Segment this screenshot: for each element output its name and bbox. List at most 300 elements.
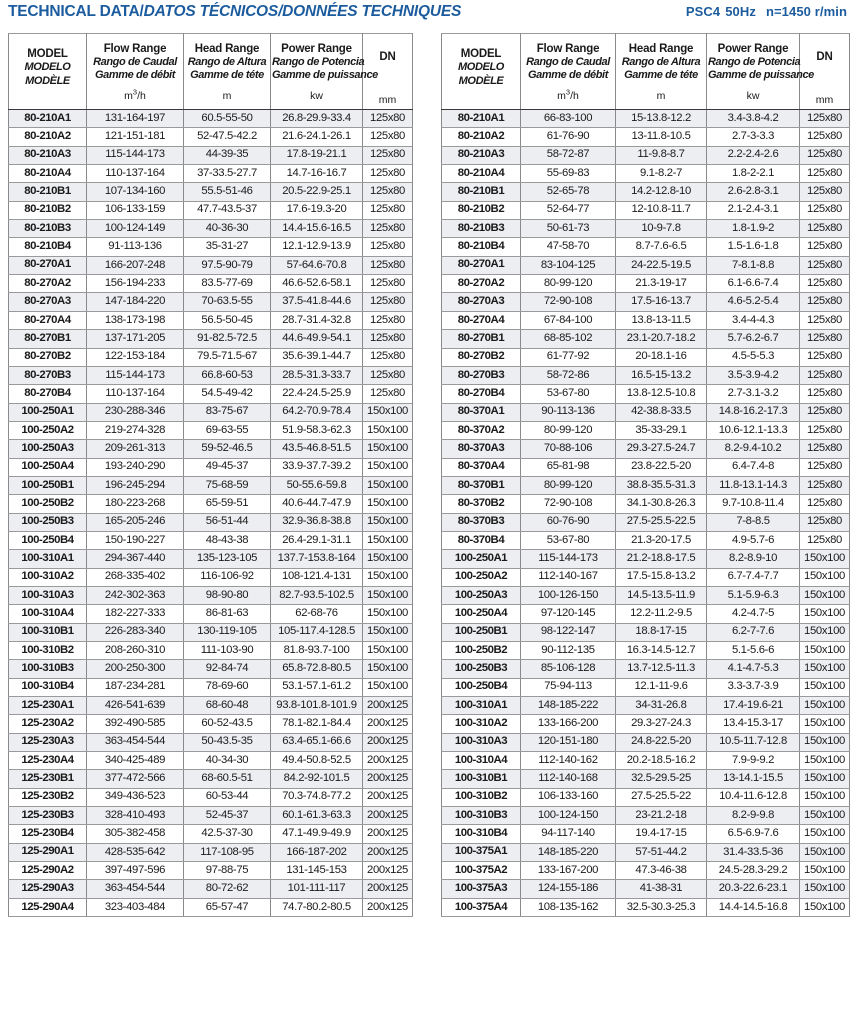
table-row (9, 586, 413, 604)
cell-head-range: 19.4-17-15 (616, 825, 707, 843)
page-title-en: TECHNICAL DATA (8, 3, 140, 20)
cell-head-range: 38.8-35.5-31.3 (616, 476, 707, 494)
cell-power-range: 2.7-3.1-3.2 (707, 385, 800, 403)
cell-flow-range: 349-436-523 (87, 788, 184, 806)
cell-flow-range: 363-454-544 (87, 880, 184, 898)
cell-flow-range: 219-274-328 (87, 421, 184, 439)
cell-model: 100-310A4 (9, 605, 87, 623)
col-header-power: Power Range Rango de Potencia Gamme de puissance kw (707, 34, 800, 110)
cell-dn: 125x80 (800, 293, 850, 311)
cell-flow-range: 226-283-340 (87, 623, 184, 641)
cell-head-range: 35-31-27 (184, 238, 271, 256)
cell-power-range: 31.4-33.5-36 (707, 843, 800, 861)
cell-flow-range: 58-72-86 (521, 366, 616, 384)
cell-dn: 125x80 (800, 110, 850, 128)
table-row (9, 385, 413, 403)
cell-power-range: 3.4-3.8-4.2 (707, 110, 800, 128)
cell-head-range: 70-63.5-55 (184, 293, 271, 311)
cell-power-range: 137.7-153.8-164 (271, 550, 363, 568)
table-row (442, 220, 850, 238)
cell-flow-range: 137-171-205 (87, 330, 184, 348)
cell-dn: 125x80 (363, 366, 413, 384)
cell-flow-range: 80-99-120 (521, 275, 616, 293)
cell-power-range: 35.6-39.1-44.7 (271, 348, 363, 366)
cell-flow-range: 100-124-149 (87, 220, 184, 238)
cell-flow-range: 426-541-639 (87, 697, 184, 715)
table-row (9, 880, 413, 898)
cell-dn: 125x80 (800, 165, 850, 183)
cell-dn: 150x100 (363, 440, 413, 458)
col-header-head: Head Range Rango de Altura Gamme de téte m (616, 34, 707, 110)
cell-flow-range: 193-240-290 (87, 458, 184, 476)
cell-power-range: 32.9-36.8-38.8 (271, 513, 363, 531)
cell-flow-range: 397-497-596 (87, 862, 184, 880)
cell-power-range: 6.1-6.6-7.4 (707, 275, 800, 293)
cell-head-range: 21.2-18.8-17.5 (616, 550, 707, 568)
cell-head-range: 117-108-95 (184, 843, 271, 861)
cell-head-range: 23.8-22.5-20 (616, 458, 707, 476)
cell-power-range: 70.3-74.8-77.2 (271, 788, 363, 806)
cell-dn: 150x100 (363, 568, 413, 586)
table-row (442, 385, 850, 403)
cell-flow-range: 67-84-100 (521, 311, 616, 329)
table-row (442, 256, 850, 274)
cell-flow-range: 108-135-162 (521, 898, 616, 916)
table-row (9, 348, 413, 366)
cell-flow-range: 52-64-77 (521, 201, 616, 219)
table-row (9, 733, 413, 751)
cell-head-range: 24-22.5-19.5 (616, 256, 707, 274)
cell-model: 100-310B4 (442, 825, 521, 843)
page-title-fr: DONNÉES TECHNIQUES (282, 3, 462, 20)
table-head-left (9, 34, 413, 110)
cell-model: 80-210B2 (442, 201, 521, 219)
cell-head-range: 20-18.1-16 (616, 348, 707, 366)
cell-power-range: 28.5-31.3-33.7 (271, 366, 363, 384)
cell-head-range: 35-33-29.1 (616, 421, 707, 439)
cell-power-range: 131-145-153 (271, 862, 363, 880)
cell-head-range: 83.5-77-69 (184, 275, 271, 293)
cell-flow-range: 100-124-150 (521, 807, 616, 825)
cell-flow-range: 328-410-493 (87, 807, 184, 825)
table-row (442, 660, 850, 678)
cell-head-range: 83-75-67 (184, 403, 271, 421)
cell-model: 100-375A3 (442, 880, 521, 898)
cell-flow-range: 305-382-458 (87, 825, 184, 843)
table-row (442, 348, 850, 366)
cell-dn: 150x100 (800, 678, 850, 696)
table-row (9, 862, 413, 880)
cell-flow-range: 112-140-168 (521, 770, 616, 788)
cell-power-range: 93.8-101.8-101.9 (271, 697, 363, 715)
table-row (9, 825, 413, 843)
cell-model: 80-370A3 (442, 440, 521, 458)
cell-head-range: 49-45-37 (184, 458, 271, 476)
cell-dn: 150x100 (800, 807, 850, 825)
cell-model: 100-250B3 (9, 513, 87, 531)
cell-flow-range: 47-58-70 (521, 238, 616, 256)
table-row (442, 788, 850, 806)
cell-flow-range: 70-88-106 (521, 440, 616, 458)
table-row (442, 311, 850, 329)
cell-flow-range: 66-83-100 (521, 110, 616, 128)
cell-head-range: 13.8-13-11.5 (616, 311, 707, 329)
table-row (442, 201, 850, 219)
cell-head-range: 37-33.5-27.7 (184, 165, 271, 183)
cell-dn: 150x100 (363, 678, 413, 696)
cell-model: 125-230A4 (9, 752, 87, 770)
cell-head-range: 97-88-75 (184, 862, 271, 880)
cell-model: 80-270A1 (9, 256, 87, 274)
cell-head-range: 65-57-47 (184, 898, 271, 916)
cell-power-range: 28.7-31.4-32.8 (271, 311, 363, 329)
table-row (9, 550, 413, 568)
cell-power-range: 2.2-2.4-2.6 (707, 146, 800, 164)
cell-flow-range: 107-134-160 (87, 183, 184, 201)
col-header-dn: DN mm (800, 34, 850, 110)
cell-head-range: 29.3-27-24.3 (616, 715, 707, 733)
right-table-holder (441, 33, 849, 917)
cell-model: 125-230B4 (9, 825, 87, 843)
cell-head-range: 40-34-30 (184, 752, 271, 770)
table-row (442, 403, 850, 421)
table-row (9, 642, 413, 660)
cell-model: 80-270A4 (9, 311, 87, 329)
cell-head-range: 23.1-20.7-18.2 (616, 330, 707, 348)
cell-model: 100-310A4 (442, 752, 521, 770)
table-row (9, 440, 413, 458)
cell-model: 125-230A1 (9, 697, 87, 715)
cell-model: 80-210A1 (9, 110, 87, 128)
cell-model: 100-310B4 (9, 678, 87, 696)
cell-flow-range: 147-184-220 (87, 293, 184, 311)
cell-flow-range: 68-85-102 (521, 330, 616, 348)
cell-power-range: 49.4-50.8-52.5 (271, 752, 363, 770)
cell-flow-range: 65-81-98 (521, 458, 616, 476)
cell-flow-range: 72-90-108 (521, 293, 616, 311)
cell-model: 80-270B1 (442, 330, 521, 348)
cell-model: 125-230B1 (9, 770, 87, 788)
cell-flow-range: 166-207-248 (87, 256, 184, 274)
table-row (442, 110, 850, 128)
cell-dn: 150x100 (363, 531, 413, 549)
cell-head-range: 32.5-30.3-25.3 (616, 898, 707, 916)
cell-flow-range: 60-76-90 (521, 513, 616, 531)
cell-head-range: 11-9.8-8.7 (616, 146, 707, 164)
cell-head-range: 13.8-12.5-10.8 (616, 385, 707, 403)
cell-model: 80-210A2 (9, 128, 87, 146)
cell-model: 100-310B2 (9, 642, 87, 660)
cell-head-range: 12.1-11-9.6 (616, 678, 707, 696)
cell-model: 80-210A3 (9, 146, 87, 164)
cell-head-range: 79.5-71.5-67 (184, 348, 271, 366)
cell-flow-range: 122-153-184 (87, 348, 184, 366)
table-row (9, 715, 413, 733)
cell-power-range: 82.7-93.5-102.5 (271, 586, 363, 604)
cell-power-range: 14.4-14.5-16.8 (707, 898, 800, 916)
table-row (442, 275, 850, 293)
cell-model: 100-310B1 (442, 770, 521, 788)
cell-dn: 200x125 (363, 788, 413, 806)
cell-power-range: 50-55.6-59.8 (271, 476, 363, 494)
cell-flow-range: 138-173-198 (87, 311, 184, 329)
cell-model: 125-290A1 (9, 843, 87, 861)
cell-flow-range: 294-367-440 (87, 550, 184, 568)
table-row (442, 513, 850, 531)
cell-dn: 125x80 (363, 238, 413, 256)
cell-power-range: 64.2-70.9-78.4 (271, 403, 363, 421)
cell-power-range: 37.5-41.8-44.6 (271, 293, 363, 311)
cell-dn: 125x80 (800, 348, 850, 366)
cell-head-range: 48-43-38 (184, 531, 271, 549)
cell-power-range: 13-14.1-15.5 (707, 770, 800, 788)
table-row (9, 697, 413, 715)
cell-head-range: 69-63-55 (184, 421, 271, 439)
cell-dn: 150x100 (800, 788, 850, 806)
cell-dn: 125x80 (800, 330, 850, 348)
table-row (9, 770, 413, 788)
cell-dn: 125x80 (800, 458, 850, 476)
table-row (9, 531, 413, 549)
cell-model: 100-310A1 (442, 697, 521, 715)
cell-model: 100-250A3 (9, 440, 87, 458)
col-header-head: Head Range Rango de Altura Gamme de téte m (184, 34, 271, 110)
cell-model: 100-250A3 (442, 586, 521, 604)
cell-model: 80-370B2 (442, 495, 521, 513)
cell-dn: 150x100 (800, 770, 850, 788)
cell-power-range: 7-8.1-8.8 (707, 256, 800, 274)
table-row (442, 697, 850, 715)
cell-model: 80-270B2 (442, 348, 521, 366)
cell-model: 100-310B3 (9, 660, 87, 678)
unit-flow: $m^3/h$ (557, 87, 579, 103)
col-header-power: Power Range Rango de Potencia Gamme de puissance kw (271, 34, 363, 110)
cell-flow-range: 106-133-160 (521, 788, 616, 806)
cell-dn: 150x100 (800, 660, 850, 678)
cell-dn: 125x80 (363, 348, 413, 366)
cell-flow-range: 242-302-363 (87, 586, 184, 604)
cell-dn: 150x100 (800, 862, 850, 880)
cell-head-range: 52-45-37 (184, 807, 271, 825)
table-row (442, 550, 850, 568)
cell-power-range: 20.3-22.6-23.1 (707, 880, 800, 898)
table-row (9, 146, 413, 164)
table-row (9, 330, 413, 348)
table-row (442, 568, 850, 586)
cell-power-range: 4.2-4.7-5 (707, 605, 800, 623)
cell-power-range: 6.5-6.9-7.6 (707, 825, 800, 843)
cell-flow-range: 50-61-73 (521, 220, 616, 238)
table-row (442, 293, 850, 311)
table-row (9, 421, 413, 439)
cell-head-range: 27.5-25.5-22 (616, 788, 707, 806)
cell-flow-range: 182-227-333 (87, 605, 184, 623)
cell-dn: 125x80 (800, 513, 850, 531)
table-row (442, 605, 850, 623)
spec-speed: n=1450 r/min (765, 4, 847, 19)
cell-dn: 125x80 (363, 146, 413, 164)
cell-flow-range: 110-137-164 (87, 165, 184, 183)
cell-power-range: 26.8-29.9-33.4 (271, 110, 363, 128)
cell-dn: 150x100 (363, 421, 413, 439)
cell-flow-range: 121-151-181 (87, 128, 184, 146)
table-row (9, 311, 413, 329)
cell-head-range: 98-90-80 (184, 586, 271, 604)
cell-head-range: 78-69-60 (184, 678, 271, 696)
cell-model: 80-270A2 (442, 275, 521, 293)
cell-model: 80-370A4 (442, 458, 521, 476)
cell-flow-range: 124-155-186 (521, 880, 616, 898)
cell-model: 125-230B3 (9, 807, 87, 825)
table-row (9, 660, 413, 678)
table-row (9, 568, 413, 586)
cell-head-range: 42-38.8-33.5 (616, 403, 707, 421)
cell-head-range: 41-38-31 (616, 880, 707, 898)
cell-head-range: 54.5-49-42 (184, 385, 271, 403)
cell-head-range: 23-21.2-18 (616, 807, 707, 825)
table-row (442, 531, 850, 549)
cell-head-range: 80-72-62 (184, 880, 271, 898)
cell-model: 80-270B4 (442, 385, 521, 403)
cell-head-range: 55.5-51-46 (184, 183, 271, 201)
cell-power-range: 2.1-2.4-3.1 (707, 201, 800, 219)
technical-data-table-left (8, 33, 413, 917)
cell-head-range: 135-123-105 (184, 550, 271, 568)
table-row (9, 605, 413, 623)
table-row (9, 458, 413, 476)
cell-flow-range: 90-112-135 (521, 642, 616, 660)
cell-head-range: 8.7-7.6-6.5 (616, 238, 707, 256)
cell-flow-range: 340-425-489 (87, 752, 184, 770)
cell-head-range: 111-103-90 (184, 642, 271, 660)
cell-model: 100-250B1 (442, 623, 521, 641)
cell-power-range: 46.6-52.6-58.1 (271, 275, 363, 293)
cell-head-range: 12.2-11.2-9.5 (616, 605, 707, 623)
cell-flow-range: 75-94-113 (521, 678, 616, 696)
cell-dn: 125x80 (363, 256, 413, 274)
table-row (9, 788, 413, 806)
cell-dn: 150x100 (800, 752, 850, 770)
cell-head-range: 27.5-25.5-22.5 (616, 513, 707, 531)
cell-power-range: 12.1-12.9-13.9 (271, 238, 363, 256)
table-row (442, 807, 850, 825)
cell-power-range: 5.1-5.9-6.3 (707, 586, 800, 604)
cell-power-range: 17.8-19-21.1 (271, 146, 363, 164)
cell-flow-range: 209-261-313 (87, 440, 184, 458)
cell-model: 100-375A2 (442, 862, 521, 880)
cell-flow-range: 392-490-585 (87, 715, 184, 733)
cell-model: 100-250A2 (9, 421, 87, 439)
cell-dn: 125x80 (363, 275, 413, 293)
cell-model: 100-250A1 (9, 403, 87, 421)
cell-head-range: 16.3-14.5-12.7 (616, 642, 707, 660)
cell-power-range: 60.1-61.3-63.3 (271, 807, 363, 825)
cell-model: 100-250B4 (442, 678, 521, 696)
cell-power-range: 62-68-76 (271, 605, 363, 623)
cell-dn: 150x100 (800, 733, 850, 751)
cell-dn: 200x125 (363, 752, 413, 770)
cell-flow-range: 72-90-108 (521, 495, 616, 513)
cell-dn: 125x80 (363, 183, 413, 201)
cell-model: 100-310A3 (9, 586, 87, 604)
cell-model: 80-270A3 (9, 293, 87, 311)
cell-flow-range: 80-99-120 (521, 421, 616, 439)
cell-head-range: 34-31-26.8 (616, 697, 707, 715)
cell-model: 80-270A3 (442, 293, 521, 311)
col-header-model: MODEL MODELO MODÈLE (442, 34, 521, 110)
cell-flow-range: 85-106-128 (521, 660, 616, 678)
cell-model: 80-370A2 (442, 421, 521, 439)
cell-power-range: 43.5-46.8-51.5 (271, 440, 363, 458)
cell-head-range: 9.1-8.2-7 (616, 165, 707, 183)
cell-flow-range: 112-140-162 (521, 752, 616, 770)
cell-model: 100-310A2 (442, 715, 521, 733)
page-title (8, 3, 461, 21)
cell-power-range: 14.8-16.2-17.3 (707, 403, 800, 421)
cell-model: 100-375A4 (442, 898, 521, 916)
cell-dn: 150x100 (800, 568, 850, 586)
cell-flow-range: 133-167-200 (521, 862, 616, 880)
cell-dn: 150x100 (363, 495, 413, 513)
cell-dn: 150x100 (800, 586, 850, 604)
unit-flow: $m^3/h$ (124, 87, 146, 103)
table-row (9, 843, 413, 861)
cell-dn: 150x100 (363, 513, 413, 531)
cell-model: 80-370B3 (442, 513, 521, 531)
table-row (9, 678, 413, 696)
table-row (9, 238, 413, 256)
cell-head-range: 29.3-27.5-24.7 (616, 440, 707, 458)
cell-power-range: 17.6-19.3-20 (271, 201, 363, 219)
cell-flow-range: 165-205-246 (87, 513, 184, 531)
cell-flow-range: 83-104-125 (521, 256, 616, 274)
cell-dn: 125x80 (800, 256, 850, 274)
cell-power-range: 13.4-15.3-17 (707, 715, 800, 733)
cell-dn: 125x80 (363, 330, 413, 348)
table-row (442, 238, 850, 256)
table-row (442, 752, 850, 770)
cell-power-range: 81.8-93.7-100 (271, 642, 363, 660)
cell-head-range: 91-82.5-72.5 (184, 330, 271, 348)
cell-power-range: 11.8-13.1-14.3 (707, 476, 800, 494)
cell-dn: 125x80 (800, 146, 850, 164)
col-header-flow: Flow Range Rango de Caudal Gamme de débit $m^3/h$ (521, 34, 616, 110)
cell-power-range: 10.5-11.7-12.8 (707, 733, 800, 751)
cell-power-range: 57-64.6-70.8 (271, 256, 363, 274)
cell-head-range: 47.7-43.5-37 (184, 201, 271, 219)
cell-flow-range: 120-151-180 (521, 733, 616, 751)
cell-flow-range: 94-117-140 (521, 825, 616, 843)
cell-head-range: 47.3-46-38 (616, 862, 707, 880)
cell-model: 80-270B4 (9, 385, 87, 403)
cell-head-range: 60-52-43.5 (184, 715, 271, 733)
table-row (442, 458, 850, 476)
cell-power-range: 6.4-7.4-8 (707, 458, 800, 476)
cell-model: 80-370A1 (442, 403, 521, 421)
cell-model: 100-250B4 (9, 531, 87, 549)
cell-dn: 150x100 (363, 660, 413, 678)
cell-head-range: 16.5-15-13.2 (616, 366, 707, 384)
cell-head-range: 20.2-18.5-16.2 (616, 752, 707, 770)
col-header-flow: Flow Range Rango de Caudal Gamme de débit $m^3/h$ (87, 34, 184, 110)
cell-flow-range: 115-144-173 (87, 366, 184, 384)
cell-flow-range: 180-223-268 (87, 495, 184, 513)
cell-flow-range: 61-77-92 (521, 348, 616, 366)
cell-head-range: 50-43.5-35 (184, 733, 271, 751)
cell-model: 100-250A2 (442, 568, 521, 586)
cell-flow-range: 377-472-566 (87, 770, 184, 788)
cell-power-range: 4.5-5-5.3 (707, 348, 800, 366)
